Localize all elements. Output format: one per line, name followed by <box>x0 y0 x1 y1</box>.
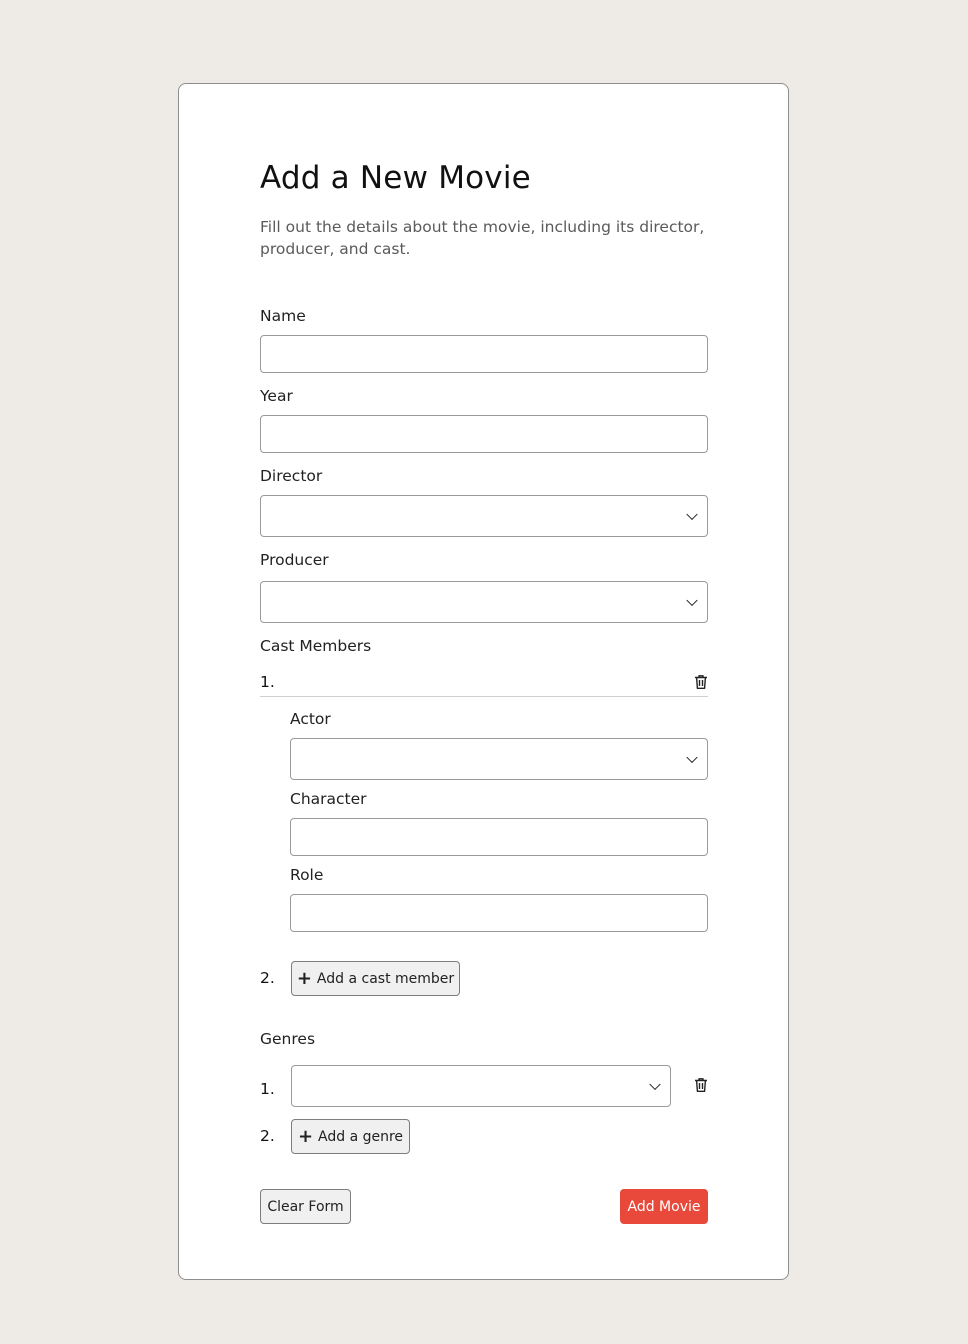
cast-members-label: Cast Members <box>260 637 372 655</box>
add-cast-member-button[interactable] <box>291 961 460 996</box>
chevron-down-icon <box>686 595 697 606</box>
character-input[interactable] <box>290 818 708 856</box>
director-select[interactable] <box>260 495 708 537</box>
genre-next-number: 2. <box>260 1127 275 1145</box>
character-label: Character <box>290 790 367 808</box>
chevron-down-icon <box>686 509 697 520</box>
year-label: Year <box>260 387 293 405</box>
add-genre-label: Add a genre <box>318 1128 404 1145</box>
actor-label: Actor <box>290 710 331 728</box>
add-genre-button[interactable] <box>291 1119 410 1154</box>
add-cast-member-label: Add a cast member <box>316 970 455 987</box>
role-label: Role <box>290 866 324 884</box>
page-title: Add a New Movie <box>260 160 531 196</box>
plus-icon: + <box>297 1125 314 1147</box>
cast-next-number: 2. <box>260 969 275 987</box>
name-label: Name <box>260 307 306 325</box>
genre-item-number: 1. <box>260 1080 275 1098</box>
genres-label: Genres <box>260 1030 316 1048</box>
trash-icon[interactable] <box>694 674 708 690</box>
chevron-down-icon <box>686 752 697 763</box>
year-input[interactable] <box>260 415 708 453</box>
actor-select[interactable] <box>290 738 708 780</box>
cast-item-divider <box>260 696 708 697</box>
producer-select[interactable] <box>260 581 708 623</box>
trash-icon[interactable] <box>694 1077 708 1093</box>
name-input[interactable] <box>260 335 708 373</box>
clear-form-button[interactable]: Clear Form <box>260 1189 351 1224</box>
movie-form-card <box>178 83 789 1280</box>
chevron-down-icon <box>649 1079 660 1090</box>
producer-label: Producer <box>260 551 329 569</box>
cast-item-number: 1. <box>260 673 275 691</box>
role-input[interactable] <box>290 894 708 932</box>
genre-select[interactable] <box>291 1065 671 1107</box>
page-subtitle: Fill out the details about the movie, including its director, producer, and cast. <box>260 218 705 258</box>
add-movie-button[interactable]: Add Movie <box>620 1189 708 1224</box>
plus-icon: + <box>296 967 312 989</box>
director-label: Director <box>260 467 323 485</box>
